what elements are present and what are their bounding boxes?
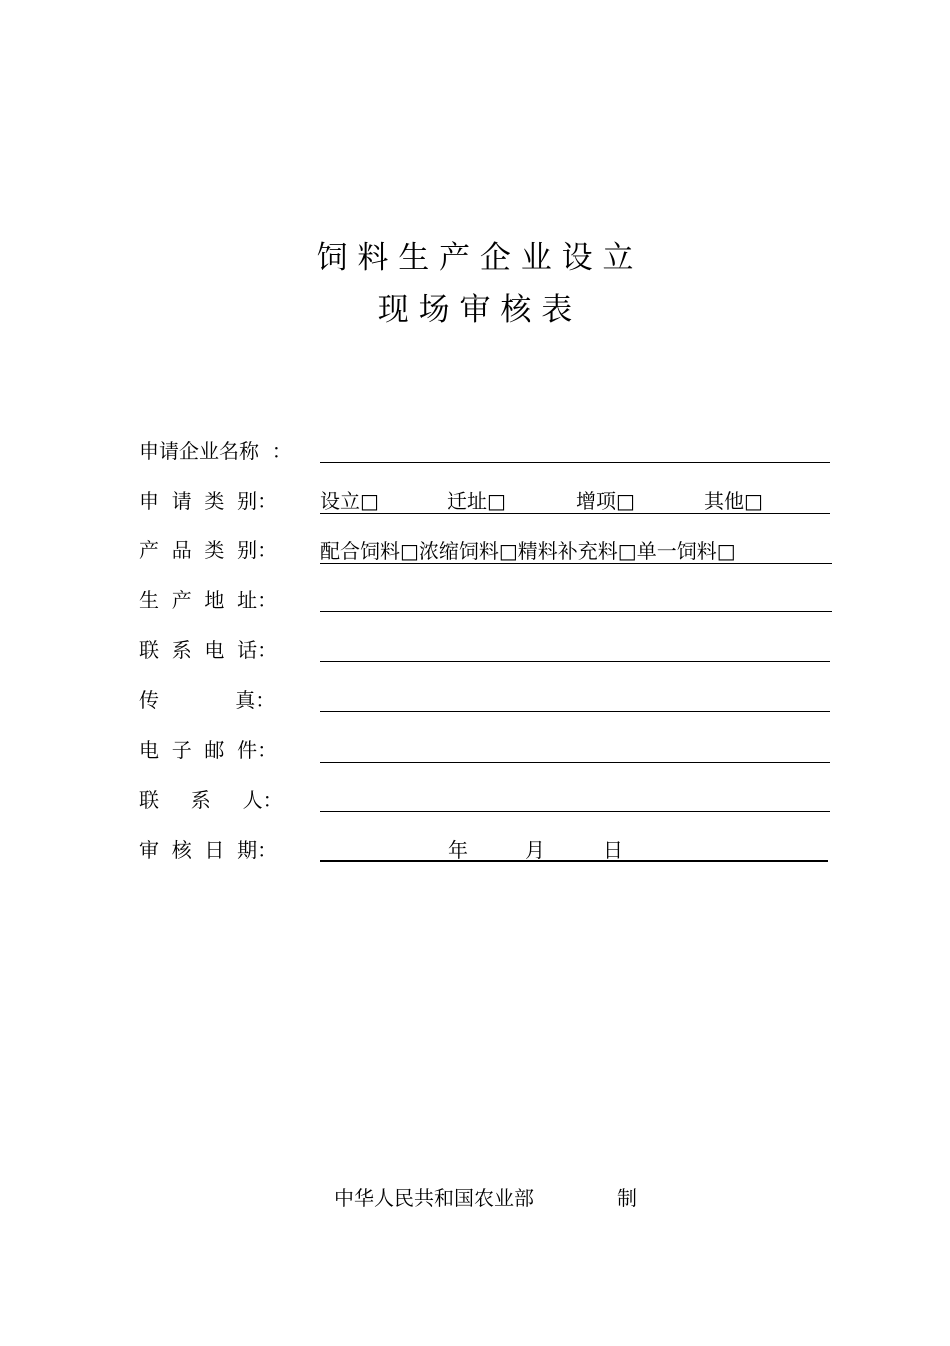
product-type-label: 产 品 类 别：: [139, 538, 278, 562]
review-date-month-label: 月: [525, 838, 545, 862]
company-name-label: 申请企业名称 ：: [139, 439, 292, 463]
phone-label: 联 系 电 话：: [139, 638, 278, 662]
product-type-underline: [320, 563, 832, 564]
review-date-label: 审 核 日 期：: [139, 838, 278, 862]
review-date-field[interactable]: [320, 860, 828, 862]
email-field[interactable]: [320, 762, 830, 763]
application-type-label: 申 请 类 别：: [139, 489, 278, 513]
email-label: 电 子 邮 件：: [139, 738, 278, 762]
application-type-option-add-item[interactable]: 增项□: [576, 489, 635, 513]
review-date-day-label: 日: [603, 838, 623, 862]
issuer-suffix: 制: [617, 1186, 637, 1210]
application-type-option-establish[interactable]: 设立□: [320, 489, 379, 513]
company-name-field[interactable]: [320, 462, 830, 463]
contact-person-field[interactable]: [320, 811, 830, 812]
fax-label: 传 真：: [139, 688, 276, 712]
fax-field[interactable]: [320, 711, 830, 712]
phone-field[interactable]: [320, 661, 830, 662]
application-type-option-other[interactable]: 其他□: [704, 489, 763, 513]
issuer-name: 中华人民共和国农业部: [334, 1186, 534, 1210]
review-date-year-label: 年: [448, 838, 468, 862]
form-title-line-1: 饲 料 生 产 企 业 设 立: [316, 240, 634, 276]
production-address-field[interactable]: [320, 611, 832, 612]
application-type-option-relocate[interactable]: 迁址□: [447, 489, 506, 513]
product-type-options[interactable]: 配合饲料□浓缩饲料□精料补充料□单一饲料□: [320, 539, 736, 563]
production-address-label: 生 产 地 址：: [139, 588, 278, 612]
form-title-line-2: 现 场 审 核 表: [377, 292, 573, 328]
contact-person-label: 联 系 人：: [139, 788, 283, 812]
application-type-underline: [320, 513, 830, 514]
